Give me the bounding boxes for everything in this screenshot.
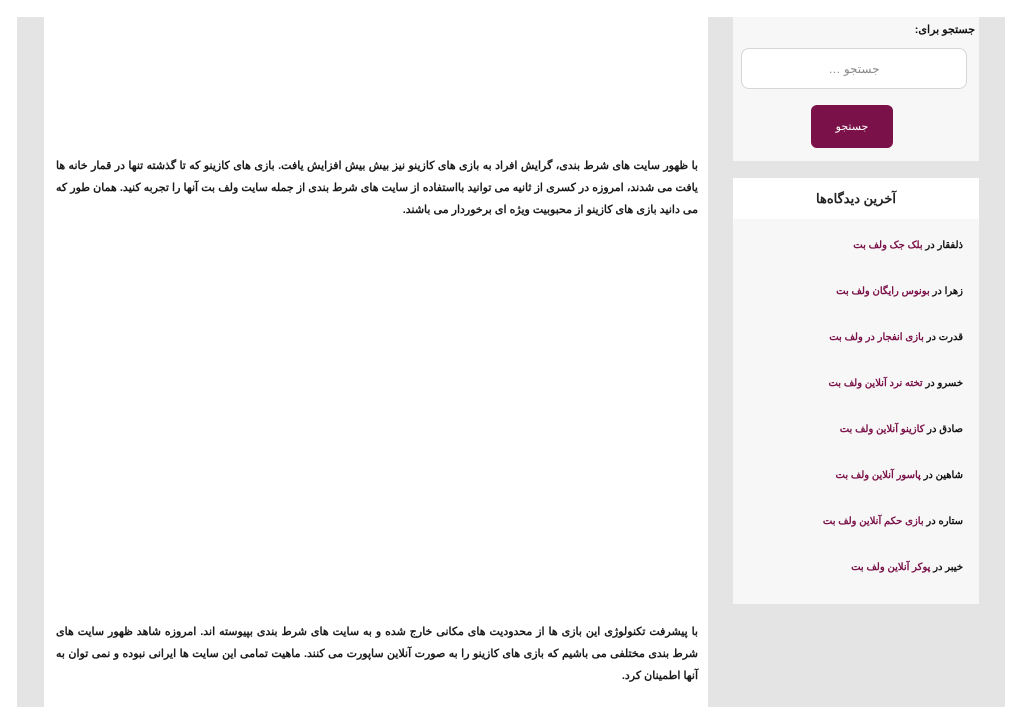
recent-comments-widget bbox=[733, 178, 979, 604]
comment-post-link[interactable]: بلک جک ولف بت bbox=[853, 240, 923, 251]
comment-separator: در bbox=[933, 562, 943, 573]
comment-author: شاهین bbox=[935, 470, 963, 481]
comment-post-link[interactable]: بازی انفجار در ولف بت bbox=[829, 332, 924, 343]
comment-separator: در bbox=[926, 332, 936, 343]
comment-separator: در bbox=[927, 424, 937, 435]
article-paragraph: با پیشرفت تکنولوژی این بازی ها از محدودیت های مکانی خارج شده و به سایت های شرط بندی بپیوسته اند. امروزه شاهد ظهور سایت های شرط بندی مختلفی می باشیم که بازی های کازینو را به صورت آنلاین ساپورت می کنند. ماهیت تمامی این سایت ها ایرانی نبوده و نمی توان به آنها اطمینان کرد. bbox=[56, 626, 698, 682]
article-paragraph: با ظهور سایت های شرط بندی، گرایش افراد به بازی های کازینو نیز بیش بیش افزایش یافت. بازی های کازینو که تا گذشته تنها در قمار خانه ها یافت می شدند، امروزه در کسری از ثانیه می توانید بااستفاده از سایت های شرط بندی از جمله سایت ولف بت آنها را تجربه کنید. همان طور که می دانید بازی های کازینو از محبوبیت ویژه ای برخوردار می باشند. bbox=[56, 160, 698, 216]
comment-item bbox=[733, 282, 979, 328]
comment-item bbox=[733, 558, 979, 604]
main-content bbox=[44, 17, 708, 707]
comment-post-link[interactable]: کازینو آنلاین ولف بت bbox=[839, 424, 925, 435]
search-button[interactable]: جستجو bbox=[811, 105, 893, 148]
comment-item bbox=[733, 328, 979, 374]
comment-post-link[interactable]: پاسور آنلاین ولف بت bbox=[835, 470, 921, 481]
comment-item bbox=[733, 374, 979, 420]
search-widget bbox=[733, 17, 979, 161]
recent-comments-list bbox=[733, 236, 979, 604]
comment-item bbox=[733, 236, 979, 282]
comment-separator: در bbox=[925, 240, 935, 251]
comment-author: خسرو bbox=[937, 378, 963, 389]
comment-item bbox=[733, 466, 979, 512]
comment-separator: در bbox=[932, 286, 942, 297]
comment-separator: در bbox=[923, 470, 933, 481]
comment-post-link[interactable]: پوکر آنلاین ولف بت bbox=[851, 562, 931, 573]
comment-item bbox=[733, 420, 979, 466]
comment-author: خیبر bbox=[945, 562, 963, 573]
comment-post-link[interactable]: تخته نرد آنلاین ولف بت bbox=[828, 378, 923, 389]
comment-item bbox=[733, 512, 979, 558]
comment-separator: در bbox=[926, 516, 936, 527]
comment-post-link[interactable]: بازی حکم آنلاین ولف بت bbox=[822, 516, 924, 527]
comment-post-link[interactable]: بونوس رایگان ولف بت bbox=[836, 286, 930, 297]
comment-author: ستاره bbox=[938, 516, 963, 527]
search-input[interactable] bbox=[741, 48, 967, 89]
comment-author: ذلفقار bbox=[937, 240, 963, 251]
comment-separator: در bbox=[925, 378, 935, 389]
comment-author: قدرت bbox=[938, 332, 963, 343]
recent-comments-title: آخرین دیدگاه‌ها bbox=[733, 178, 979, 219]
comment-author: صادق bbox=[939, 424, 963, 435]
comment-author: زهرا bbox=[944, 286, 963, 297]
search-label: جستجو برای: bbox=[914, 24, 975, 36]
